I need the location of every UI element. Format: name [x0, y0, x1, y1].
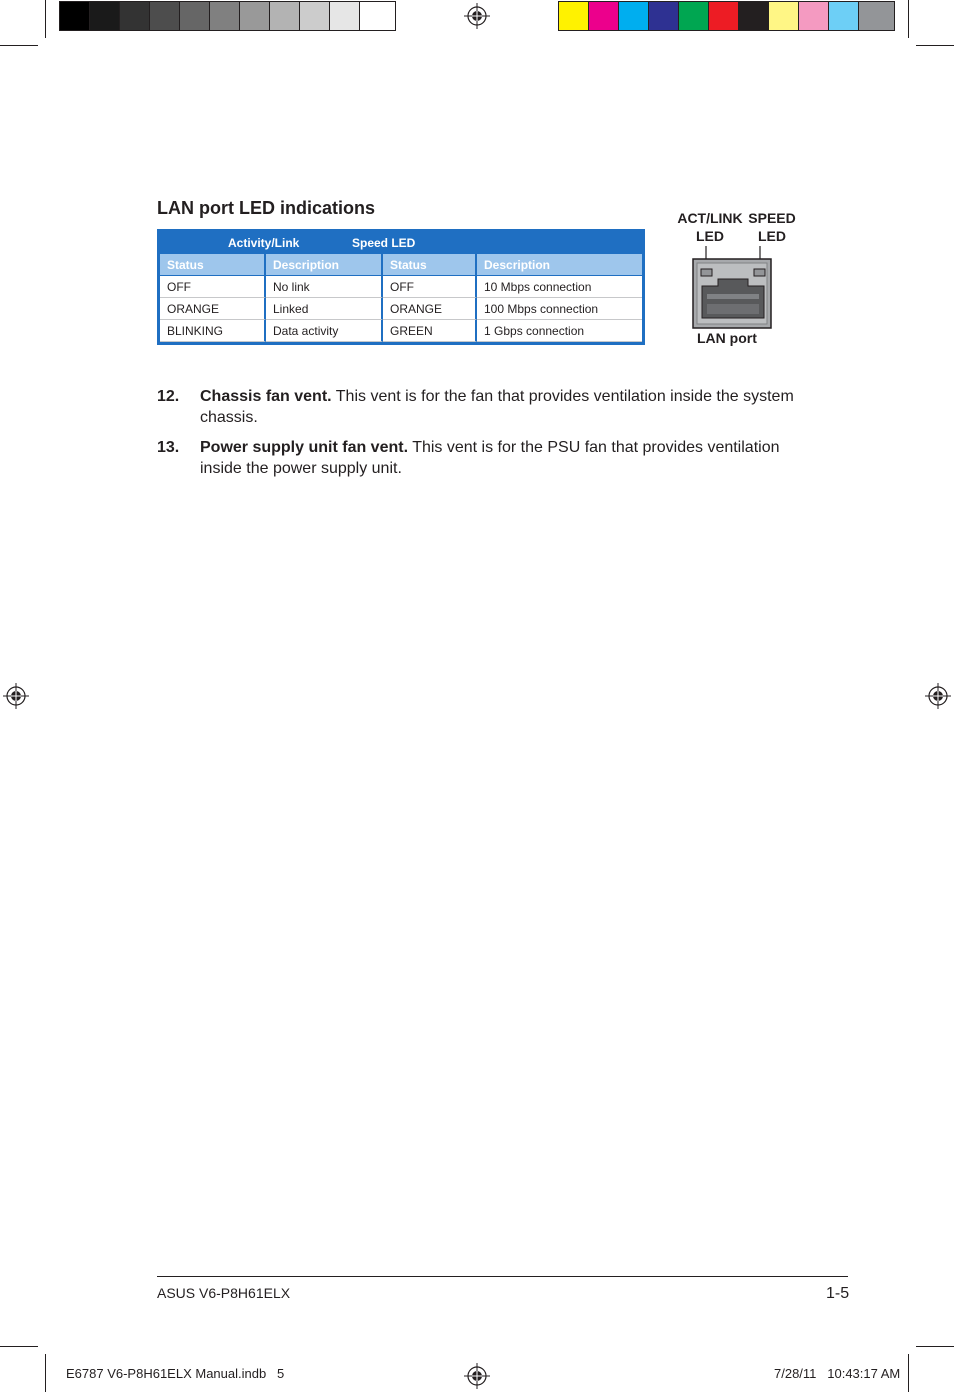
activity-link-group-label: Activity/Link — [228, 236, 300, 250]
list-item — [157, 437, 797, 479]
color-swatch — [679, 2, 709, 30]
color-swatch — [619, 2, 649, 30]
table-group-header — [157, 229, 645, 254]
gray-swatch — [120, 2, 150, 30]
table-row — [160, 298, 642, 320]
color-swatch — [829, 2, 859, 30]
item-text — [200, 386, 800, 428]
table-cell: OFF — [383, 276, 477, 298]
table-row — [160, 320, 642, 342]
gray-swatch — [360, 2, 395, 30]
column-header: Status — [160, 254, 266, 276]
act-link-led-label — [674, 209, 746, 245]
list-item — [157, 386, 797, 428]
speed-label-line1: SPEED — [748, 210, 796, 226]
speed-led-group-label: Speed LED — [352, 236, 416, 250]
crop-mark — [908, 1354, 909, 1392]
gray-swatch — [60, 2, 90, 30]
crop-mark — [0, 45, 38, 46]
print-slug-timestamp: 7/28/11 10:43:17 AM — [774, 1366, 901, 1381]
registration-mark-icon — [925, 683, 951, 709]
gray-swatch — [270, 2, 300, 30]
table-cell: OFF — [160, 276, 266, 298]
column-header: Description — [266, 254, 383, 276]
footer-model: ASUS V6-P8H61ELX — [157, 1285, 291, 1301]
item-title: Power supply unit fan vent. — [200, 439, 409, 456]
item-title: Chassis fan vent. — [200, 388, 332, 405]
table-cell: 10 Mbps connection — [477, 276, 642, 298]
footer-divider — [157, 1276, 848, 1277]
item-description: This vent is for the PSU fan that provides ventilation inside the power supply unit. — [200, 439, 780, 477]
registration-mark-icon — [3, 683, 29, 709]
table-cell: No link — [266, 276, 383, 298]
item-number: 12. — [157, 388, 180, 405]
gray-swatch — [180, 2, 210, 30]
color-swatch — [589, 2, 619, 30]
crop-mark — [908, 0, 909, 38]
table-body — [160, 254, 642, 342]
page-number: 1-5 — [826, 1285, 850, 1302]
gray-swatch — [330, 2, 360, 30]
speed-label-line2: LED — [758, 228, 786, 244]
grayscale-bar — [59, 1, 396, 31]
color-swatch — [769, 2, 799, 30]
color-bar — [558, 1, 895, 31]
gray-swatch — [240, 2, 270, 30]
gray-swatch — [300, 2, 330, 30]
table-row — [160, 276, 642, 298]
section-title: LAN port LED indications — [157, 198, 375, 218]
color-swatch — [709, 2, 739, 30]
table-cell: ORANGE — [383, 298, 477, 320]
table-cell: Linked — [266, 298, 383, 320]
speed-led-label — [745, 209, 799, 245]
table-cell: BLINKING — [160, 320, 266, 342]
crop-mark — [45, 1354, 46, 1392]
gray-swatch — [210, 2, 240, 30]
crop-mark — [0, 1346, 38, 1347]
print-slug-file: E6787 V6-P8H61ELX Manual.indb 5 — [66, 1366, 285, 1381]
table-cell: 100 Mbps connection — [477, 298, 642, 320]
table-cell: Data activity — [266, 320, 383, 342]
crop-mark — [916, 1346, 954, 1347]
registration-mark-icon — [464, 1363, 490, 1389]
lan-port-label: LAN port — [697, 330, 757, 346]
color-swatch — [859, 2, 894, 30]
item-number: 13. — [157, 439, 180, 456]
table-cell: 1 Gbps connection — [477, 320, 642, 342]
crop-mark — [916, 45, 954, 46]
item-text — [200, 437, 800, 479]
gray-swatch — [90, 2, 120, 30]
color-swatch — [559, 2, 589, 30]
column-header: Description — [477, 254, 642, 276]
led-table — [157, 229, 645, 345]
table-cell: GREEN — [383, 320, 477, 342]
crop-mark — [45, 0, 46, 38]
lan-port-icon — [690, 244, 776, 332]
item-description: This vent is for the fan that provides ventilation inside the system chassis. — [200, 388, 794, 426]
act-link-label-line2: LED — [696, 228, 724, 244]
table-cell: ORANGE — [160, 298, 266, 320]
color-swatch — [739, 2, 769, 30]
column-header: Status — [383, 254, 477, 276]
gray-swatch — [150, 2, 180, 30]
table-header-row — [160, 254, 642, 276]
act-link-label-line1: ACT/LINK — [677, 210, 743, 226]
color-swatch — [649, 2, 679, 30]
registration-mark-icon — [464, 3, 490, 29]
color-swatch — [799, 2, 829, 30]
